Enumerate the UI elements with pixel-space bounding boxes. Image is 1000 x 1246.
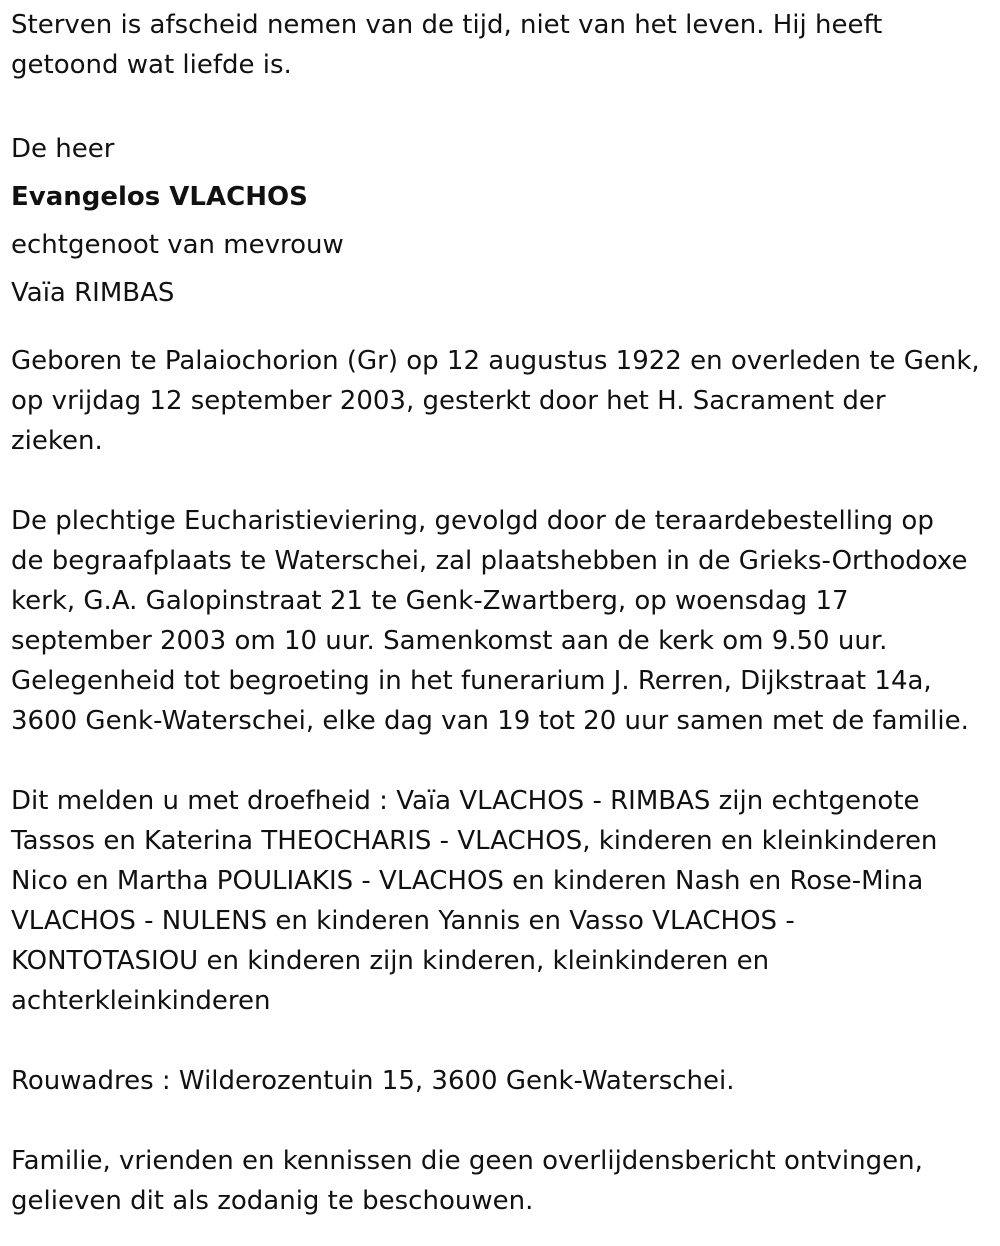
ceremony-line: 3600 Genk-Waterschei, elke dag van 19 tot 20 uur samen met de familie. — [11, 706, 969, 736]
deceased-name: Evangelos VLACHOS — [11, 182, 308, 212]
paragraph-spacer — [11, 1021, 993, 1061]
paragraph-spacer — [11, 85, 993, 125]
motto-line: getoond wat liefde is. — [11, 50, 292, 80]
motto-paragraph — [11, 5, 993, 85]
birth-death-line: zieken. — [11, 426, 103, 456]
birth-death-paragraph — [11, 341, 993, 461]
paragraph-spacer — [11, 461, 993, 501]
obituary-document — [11, 5, 993, 1221]
ceremony-paragraph — [11, 501, 993, 741]
ceremony-line: september 2003 om 10 uur. Samenkomst aan de kerk om 9.50 uur. — [11, 626, 888, 656]
ceremony-line: De plechtige Eucharistieviering, gevolgd door de teraardebestelling op — [11, 506, 934, 536]
ceremony-line: de begraafplaats te Waterschei, zal plaatshebben in de Grieks-Orthodoxe — [11, 546, 968, 576]
paragraph-spacer — [11, 1101, 993, 1141]
closing-line: gelieven dit als zodanig te beschouwen. — [11, 1186, 534, 1216]
closing-line: Familie, vrienden en kennissen die geen overlijdensbericht ontvingen, — [11, 1146, 923, 1176]
announcement-line: achterkleinkinderen — [11, 986, 271, 1016]
announcement-line: VLACHOS - NULENS en kinderen Yannis en Vasso VLACHOS - — [11, 906, 795, 936]
announcement-line: Dit melden u met droefheid : Vaïa VLACHOS - RIMBAS zijn echtgenote — [11, 786, 920, 816]
ceremony-line: Gelegenheid tot begroeting in het funerarium J. Rerren, Dijkstraat 14a, — [11, 666, 932, 696]
title-prefix: De heer — [11, 134, 115, 164]
ceremony-line: kerk, G.A. Galopinstraat 21 te Genk-Zwartberg, op woensdag 17 — [11, 586, 849, 616]
closing-paragraph — [11, 1141, 993, 1221]
birth-death-line: Geboren te Palaiochorion (Gr) op 12 augustus 1922 en overleden te Genk, — [11, 346, 980, 376]
paragraph-spacer — [11, 317, 993, 341]
announcement-paragraph — [11, 781, 993, 1021]
mourning-address: Rouwadres : Wilderozentuin 15, 3600 Genk-Waterschei. — [11, 1066, 735, 1096]
paragraph-spacer — [11, 741, 993, 781]
birth-death-line: op vrijdag 12 september 2003, gesterkt door het H. Sacrament der — [11, 386, 886, 416]
announcement-line: Tassos en Katerina THEOCHARIS - VLACHOS, kinderen en kleinkinderen — [11, 826, 938, 856]
spouse-relation: echtgenoot van mevrouw — [11, 230, 344, 260]
mourning-address-paragraph — [11, 1061, 993, 1101]
announcement-line: KONTOTASIOU en kinderen zijn kinderen, kleinkinderen en — [11, 946, 770, 976]
announcement-line: Nico en Martha POULIAKIS - VLACHOS en kinderen Nash en Rose-Mina — [11, 866, 924, 896]
motto-line: Sterven is afscheid nemen van de tijd, niet van het leven. Hij heeft — [11, 10, 883, 40]
spouse-name: Vaïa RIMBAS — [11, 278, 175, 308]
